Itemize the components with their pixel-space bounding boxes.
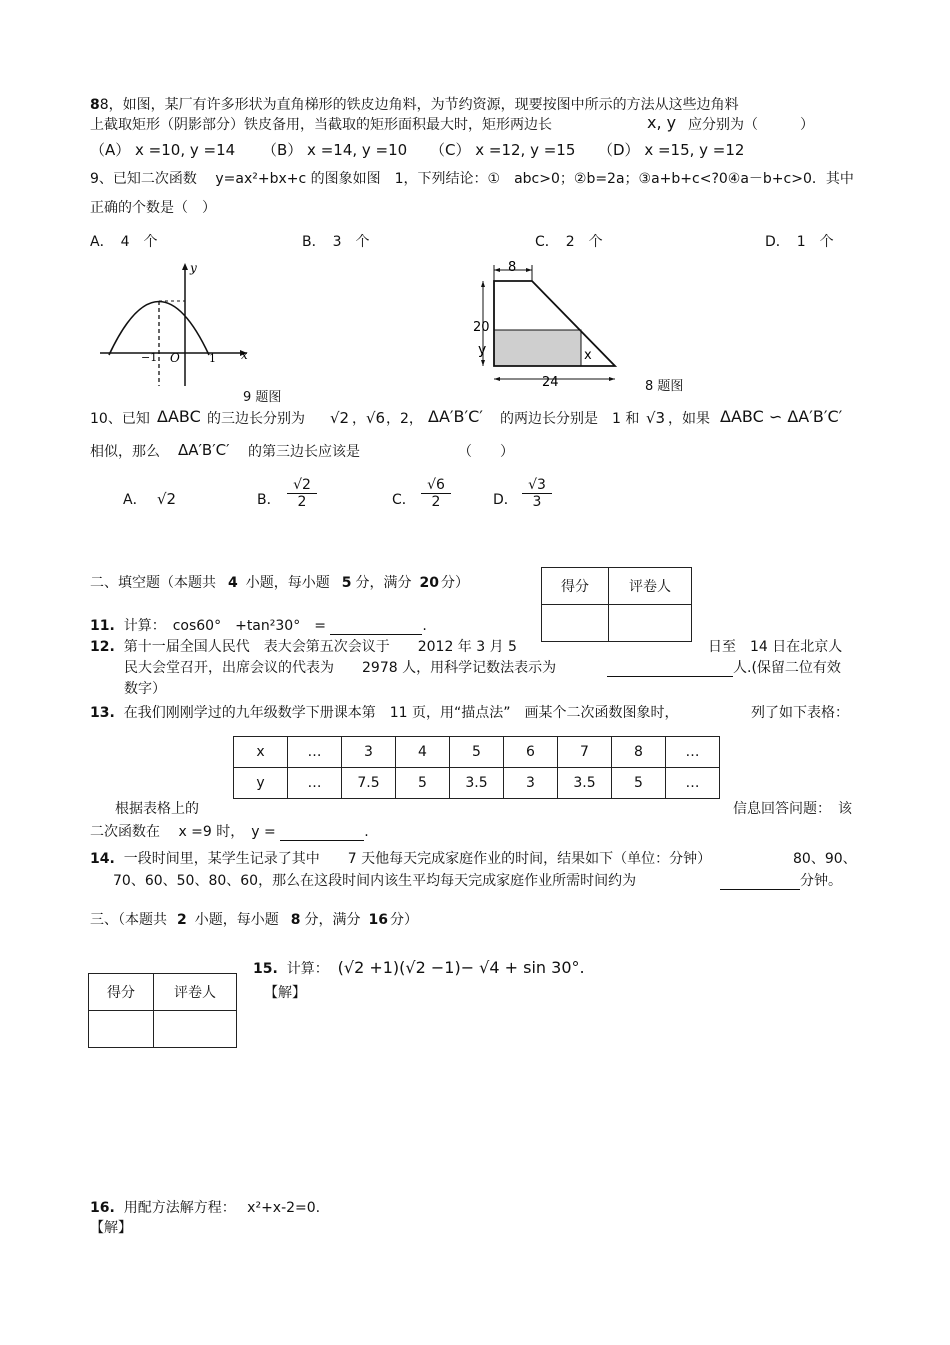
q9-parabola-figure (95, 258, 265, 388)
q10-option-b-label: B． (257, 492, 281, 508)
q11: 11. 计算： cos60° +tan²30° = . (90, 618, 427, 634)
q10-line1-start: 10、已知 (90, 411, 150, 427)
q12-line2: 民大会堂召开，出席会议的代表为 2978 人，用科学记数法表示为 (124, 660, 557, 676)
q15-expression: (√2 +1)(√2 −1)− √4 + sin 30°. (337, 958, 585, 977)
q14-answer-blank[interactable] (720, 875, 800, 890)
q12-line1: 12. 第十一届全国人民代 表大会第五次会议于 2012 年 3 月 5 (90, 639, 517, 655)
q10-triangle-abc-prime-2: ΔA′B′C′ (178, 441, 230, 459)
q13-cell: … (288, 768, 342, 799)
q13-line1-end: 列了如下表格： (751, 705, 849, 721)
score-cell (542, 605, 609, 642)
q10-option-d-fraction (522, 477, 552, 510)
q9-axis-y-label: y (190, 261, 197, 275)
q8-xy: x, y (647, 113, 677, 132)
q13-cell: 6 (504, 737, 558, 768)
q13-answer-blank[interactable] (280, 826, 364, 841)
q10-option-a-value: √2 (157, 490, 177, 508)
q9-option-c: C． 2 个 (535, 234, 603, 250)
fig8-bottom-label: 24 (542, 375, 559, 390)
q10-triangle-abc-prime: ΔA′B′C′ (428, 407, 483, 426)
fig8-left-label: 20 (473, 320, 490, 335)
q10-option-c-numerator: √6 (421, 477, 451, 494)
q15-solution-label: 【解】 (264, 985, 306, 1001)
q13-cell: … (666, 737, 720, 768)
q15: 15. 计算： (√2 +1)(√2 −1)− √4 + sin 30°. (253, 958, 585, 977)
q10-if: ，如果 (668, 411, 710, 427)
q13-cell: 3 (342, 737, 396, 768)
grader-header: 评卷人 (154, 974, 237, 1011)
q10-sqrt3: √3 (646, 409, 666, 427)
q10-line1-two-sides: 的两边长分别是 1 和 (500, 411, 640, 427)
q13-cell: y (234, 768, 288, 799)
q10-answer-paren: （ ） (458, 444, 514, 460)
q8-line1: 88，如图，某厂有许多形状为直角梯形的铁皮边角料，为节约资源，现要按图中所示的方法从这些边角料 (90, 97, 739, 113)
q9-axis-x-label: x (241, 348, 248, 362)
q8-trapezoid-figure (470, 258, 630, 390)
q13-cell: 4 (396, 737, 450, 768)
q13-line3: 二次函数在 x =9 时， y = . (90, 824, 369, 840)
q10-similarity: ΔABC ∽ ΔA′B′C′ (720, 407, 843, 426)
q13-cell: 5 (612, 768, 666, 799)
section2-title: 二、填空题（本题共 4 小题，每小题 5 分，满分 20 分） (90, 575, 469, 591)
q9-line1: 9、已知二次函数 y=ax²+bx+c 的图象如图 1，下列结论：① abc>0；②b=2a；③a+b+c<?0④a－b+c>0．其中 (90, 171, 854, 187)
q10-comma: ， (352, 411, 366, 427)
q13-cell: … (666, 768, 720, 799)
q10-line2-start: 相似，那么 (90, 444, 160, 460)
q10-option-b-numerator: √2 (287, 477, 317, 494)
section3-score-table (88, 973, 237, 1048)
q10-triangle-abc: ΔABC (157, 407, 201, 426)
q8-option-b: （B） x =14, y =10 (262, 141, 408, 159)
q13-cell: 3.5 (558, 768, 612, 799)
q14-line1: 14. 一段时间里，某学生记录了其中 7 天他每天完成家庭作业的时间，结果如下（单位：分钟） (90, 851, 712, 867)
q14-line2: 70、60、50、80、60，那么在这段时间内该生平均每天完成家庭作业所需时间约为 (113, 873, 637, 889)
q10-sqrt6: √6 (366, 409, 386, 427)
q10-option-b-fraction (287, 477, 317, 510)
q8-line2: 上截取矩形（阴影部分）铁皮备用，当截取的矩形面积最大时，矩形两边长 (90, 117, 552, 133)
q9-tick-neg1: −1 (141, 351, 158, 364)
q13-line1: 13. 在我们刚刚学过的九年级数学下册课本第 11 页，用“描点法” 画某个二次函数图象时， (90, 705, 679, 721)
fig8-y-label: y (478, 342, 487, 358)
q14-line2-end: 分钟。 (720, 872, 842, 890)
score-header: 得分 (542, 568, 609, 605)
section2-score-table (541, 567, 692, 642)
grader-header: 评卷人 (609, 568, 692, 605)
score-cell (89, 1011, 154, 1048)
q12-line2-end: 人.(保留二位有效 (607, 659, 841, 677)
q16: 16. 用配方法解方程： x²+x-2=0. (90, 1200, 321, 1216)
q13-line2-end: 信息回答问题： 该 (733, 801, 852, 817)
q8-option-a: （A） x =10, y =14 (90, 141, 236, 159)
q10-option-b-denominator: 2 (297, 494, 307, 510)
q8-figure-caption: 8 题图 (645, 379, 684, 394)
q9-option-b: B． 3 个 (302, 234, 370, 250)
q13-cell: … (288, 737, 342, 768)
q10-option-c-fraction (421, 477, 451, 510)
q10-side-2: ，2， (386, 411, 423, 427)
q13-cell: 7.5 (342, 768, 396, 799)
q12-line1-end: 日至 14 日在北京人 (708, 639, 843, 655)
score-header: 得分 (89, 974, 154, 1011)
q10-sqrt2: √2 (330, 409, 350, 427)
q12-line3: 数字） (124, 681, 166, 697)
q12-answer-blank[interactable] (607, 662, 733, 677)
section3-title: 三、（本题共 2 小题，每小题 8 分，满分 16 分） (90, 912, 418, 928)
q13-cell: 3.5 (450, 768, 504, 799)
q13-cell: 7 (558, 737, 612, 768)
q10-option-d-label: D． (493, 492, 518, 508)
q13-line2-start: 根据表格上的 (115, 801, 199, 817)
q9-origin-label: O (170, 351, 180, 365)
q9-figure-caption: 9 题图 (243, 390, 282, 405)
q13-cell: 5 (396, 768, 450, 799)
grader-cell (609, 605, 692, 642)
q10-line1-sides: 的三边长分别为 (207, 411, 319, 427)
fig8-top-label: 8 (508, 260, 517, 275)
q13-cell: 8 (612, 737, 666, 768)
q8-option-c: （C） x =12, y =15 (430, 141, 576, 159)
q8-option-d: （D） x =15, y =12 (598, 141, 745, 159)
q13-row-x (234, 737, 720, 768)
q10-option-d-denominator: 3 (532, 494, 542, 510)
q10-option-d-numerator: √3 (522, 477, 552, 494)
q9-option-d: D． 1 个 (765, 234, 834, 250)
q10-option-c-denominator: 2 (431, 494, 441, 510)
q10-line2-third-side: 的第三边长应该是 (248, 444, 360, 460)
q9-line2: 正确的个数是（ ） (90, 200, 216, 216)
q13-cell: x (234, 737, 288, 768)
q13-cell: 5 (450, 737, 504, 768)
q14-line1-end: 80、90、 (793, 851, 857, 867)
q10-option-a-label: A． (123, 492, 147, 508)
fig8-x-label: x (584, 348, 592, 363)
q9-option-a: A． 4 个 (90, 234, 158, 250)
q13-row-y (234, 768, 720, 799)
q11-answer-blank[interactable] (330, 620, 422, 635)
q10-option-c-label: C． (392, 492, 416, 508)
q16-solution-label: 【解】 (90, 1220, 132, 1236)
grader-cell (154, 1011, 237, 1048)
q8-paren: 应分别为（ ） (688, 117, 814, 133)
q9-tick-1: 1 (209, 352, 216, 365)
q13-value-table (233, 736, 720, 799)
q13-cell: 3 (504, 768, 558, 799)
